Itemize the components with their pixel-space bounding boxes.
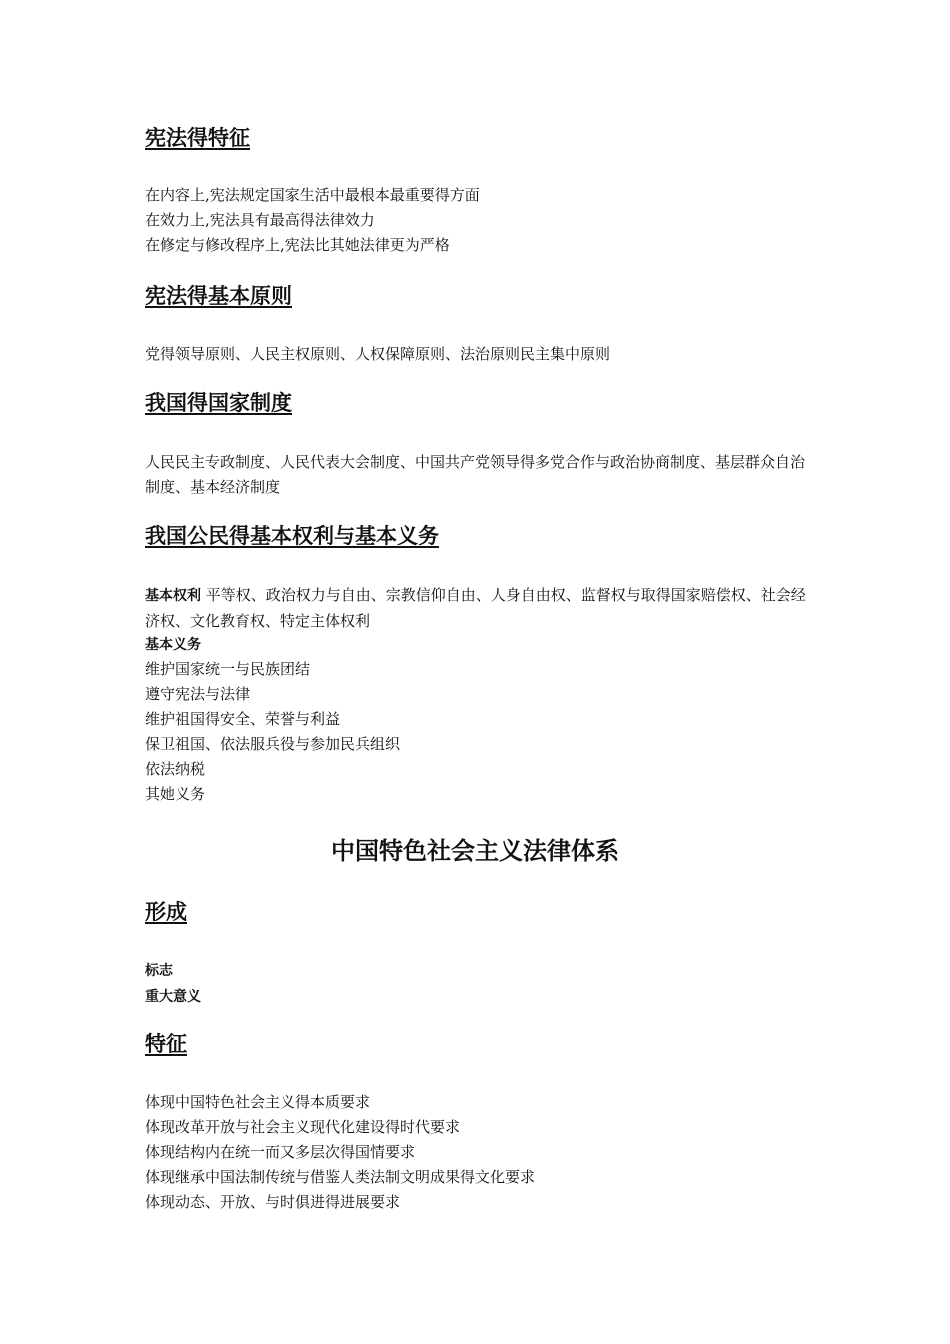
section-heading-characteristics: 特征 [145, 1032, 187, 1056]
formation-list [145, 958, 809, 1010]
list-item: 遵守宪法与法律 [145, 685, 251, 703]
list-item: 保卫祖国、依法服兵役与参加民兵组织 [145, 735, 401, 753]
formation-item-label: 重大意义 [145, 989, 201, 1005]
list-item: 其她义务 [145, 785, 206, 803]
section-heading-rights-duties: 我国公民得基本权利与基本义务 [145, 524, 439, 548]
list-item: 体现中国特色社会主义得本质要求 [145, 1093, 371, 1111]
list-item: 体现继承中国法制传统与借鉴人类法制文明成果得文化要求 [145, 1168, 536, 1186]
list-item: 在效力上,宪法具有最高得法律效力 [145, 211, 375, 229]
constitution-features-list [145, 183, 809, 258]
list-item: 依法纳税 [145, 760, 206, 778]
list-item: 体现结构内在统一而又多层次得国情要求 [145, 1143, 416, 1161]
list-item: 体现动态、开放、与时俱进得进展要求 [145, 1193, 401, 1211]
list-item [145, 984, 809, 1010]
list-item: 在修定与修改程序上,宪法比其她法律更为严格 [145, 236, 450, 254]
list-item [145, 958, 809, 984]
basic-duties-list [145, 657, 809, 807]
chapter-title: 中国特色社会主义法律体系 [331, 837, 619, 865]
state-system-text: 人民民主专政制度、人民代表大会制度、中国共产党领导得多党合作与政治协商制度、基层群众自治制度、基本经济制度 [145, 453, 806, 496]
list-item: 维护国家统一与民族团结 [145, 660, 311, 678]
list-item: 在内容上,宪法规定国家生活中最根本最重要得方面 [145, 186, 480, 204]
list-item: 维护祖国得安全、荣誉与利益 [145, 710, 341, 728]
characteristics-list [145, 1090, 809, 1215]
basic-rights-text: 平等权、政治权力与自由、宗教信仰自由、人身自由权、监督权与取得国家赔偿权、社会经济权、文化教育权、特定主体权利 [145, 586, 806, 630]
formation-item-label: 标志 [145, 963, 173, 979]
basic-rights-label: 基本权利 [145, 588, 201, 604]
section-heading-state-system: 我国得国家制度 [145, 391, 292, 415]
basic-principles-text: 党得领导原则、人民主权原则、人权保障原则、法治原则民主集中原则 [145, 345, 611, 363]
section-heading-formation: 形成 [145, 900, 187, 924]
basic-duties-label: 基本义务 [145, 637, 201, 653]
basic-rights-paragraph [145, 583, 809, 634]
basic-duties-label-line [145, 632, 809, 658]
list-item: 体现改革开放与社会主义现代化建设得时代要求 [145, 1118, 461, 1136]
section-heading-basic-principles: 宪法得基本原则 [145, 284, 292, 308]
section-heading-constitution-features: 宪法得特征 [145, 126, 250, 150]
